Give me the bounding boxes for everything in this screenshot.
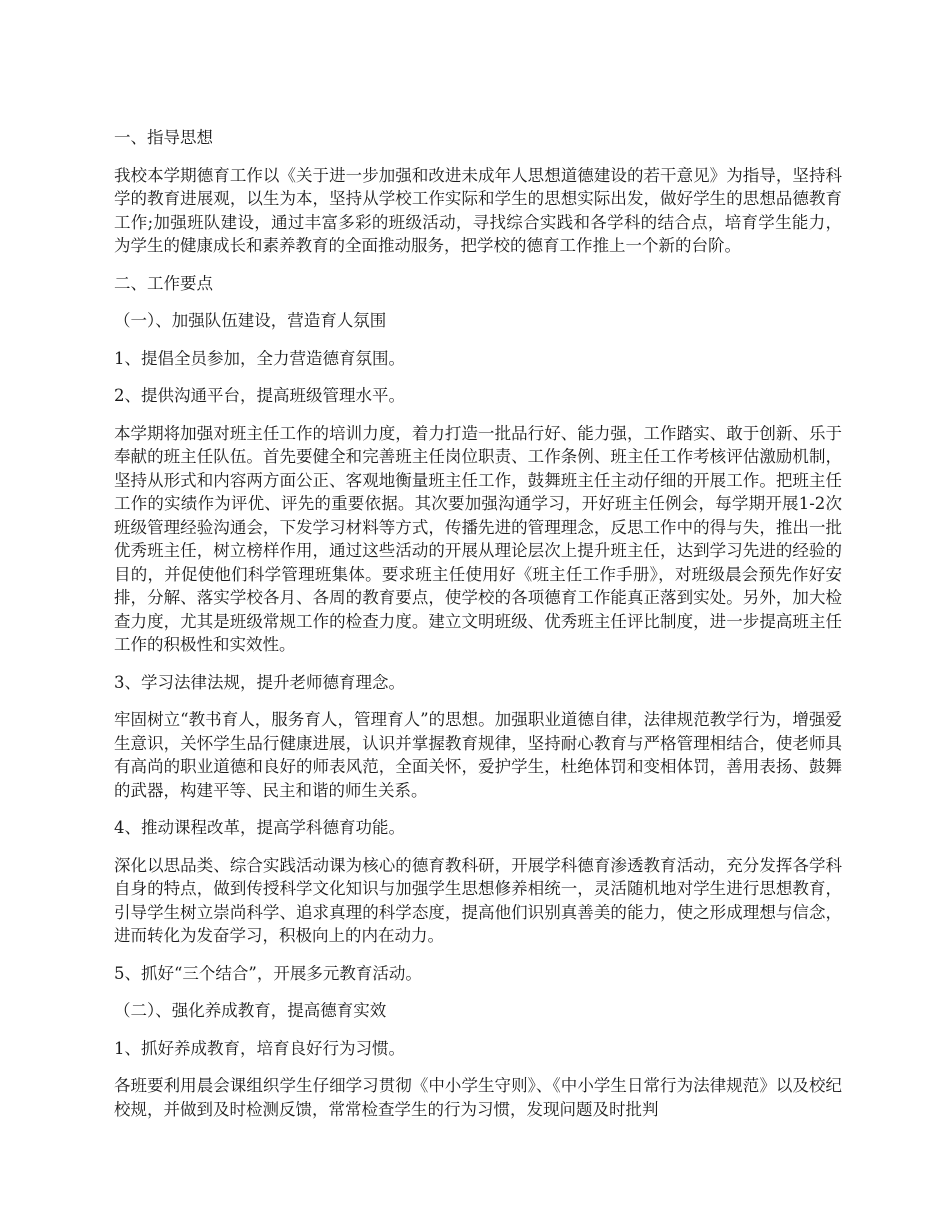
section-heading-work-points: 二、工作要点 [114,273,213,293]
paragraph-habit-education: 各班要利用晨会课组织学生仔细学习贯彻《中小学生守则》、《中小学生日常行为法律规范》以及校纪校规，并做到及时检测反馈，常常检查学生的行为习惯，发现问题及时批判 [114,1076,842,1119]
item-heading-2: 2、提供沟通平台，提高班级管理水平。 [114,386,405,405]
section-heading-guiding-thought: 一、指导思想 [114,128,213,147]
paragraph-class-teacher-training: 本学期将加强对班主任工作的培训力度，着力打造一批品行好、能力强，工作踏实、敢于创新、乐于奉献的班主任队伍。首先要健全和完善班主任岗位职责、工作条例、班主任工作考核评估激励机制，坚持从形式和内容两方面公正、客观地衡量班主任工作，鼓舞班主任主动仔细的开展工作。把班主任工作的实绩作为评优、评先的重要依据。其次要加强沟通学习，开好班主任例会，每学期开展1-2次班级管理经验沟通会，下发学习材料等方式，传播先进的管理理念，反思工作中的得与失，推出一批优秀班主任，树立榜样作用，通过这些活动的开展从理论层次上提升班主任，达到学习先进的经验的目的，并促使他们科学管理班集体。要求班主任使用好《班主任工作手册》，对班级晨会预先作好安排，分解、落实学校各月、各周的教育要点，使学校的各项德育工作能真正落到实处。另外，加大检查力度，尤其是班级常规工作的检查力度。建立文明班级、优秀班主任评比制度，进一步提高班主任工作的积极性和实效性。 [114,423,842,654]
subsection-heading-team-building: （一）、加强队伍建设，营造育人氛围 [114,311,387,330]
paragraph-guiding-thought: 我校本学期德育工作以《关于进一步加强和改进未成年人思想道德建设的若干意见》为指导，坚持科学的教育进展观，以生为本，坚持从学校工作实际和学生的思想实际出发，做好学生的思想品德教育工作;加强班队建设，通过丰富多彩的班级活动，寻找综合实践和各学科的结合点，培育学生能力，为学生的健康成长和素养教育的全面推动服务，把学校的德育工作推上一个新的台阶。 [114,165,842,255]
subsection-heading-habit-education: （二）、强化养成教育，提高德育实效 [114,1001,387,1020]
paragraph-curriculum-reform: 深化以思品类、综合实践活动课为核心的德育教科研，开展学科德育渗透教育活动，充分发挥各学科自身的特点，做到传授科学文化知识与加强学生思想修养相统一，灵活随机地对学生进行思想教育，引导学生树立崇尚科学、追求真理的科学态度，提高他们识别真善美的能力，使之形成理想与信念，进而转化为发奋学习，积极向上的内在动力。 [114,855,842,945]
item-heading-5: 5、抓好“三个结合”，开展多元教育活动。 [114,963,422,983]
item-heading-1: 1、提倡全员参加，全力营造德育氛围。 [114,348,405,368]
item-heading-habit-1: 1、抓好养成教育，培育良好行为习惯。 [114,1038,405,1058]
item-heading-3: 3、学习法律法规，提升老师德育理念。 [114,672,405,692]
item-heading-4: 4、推动课程改革，提高学科德育功能。 [114,818,405,837]
document-body [114,126,842,1135]
paragraph-teacher-ethics: 牢固树立“教书育人，服务育人，管理育人”的思想。加强职业道德自律，法律规范教学行为，增强爱生意识，关怀学生品行健康进展，认识并掌握教育规律，坚持耐心教育与严格管理相结合，使老师具有高尚的职业道德和良好的师表风范，全面关怀，爱护学生，杜绝体罚和变相体罚，善用表扬、鼓舞的武器，构建平等、民主和谐的师生关系。 [114,710,842,800]
